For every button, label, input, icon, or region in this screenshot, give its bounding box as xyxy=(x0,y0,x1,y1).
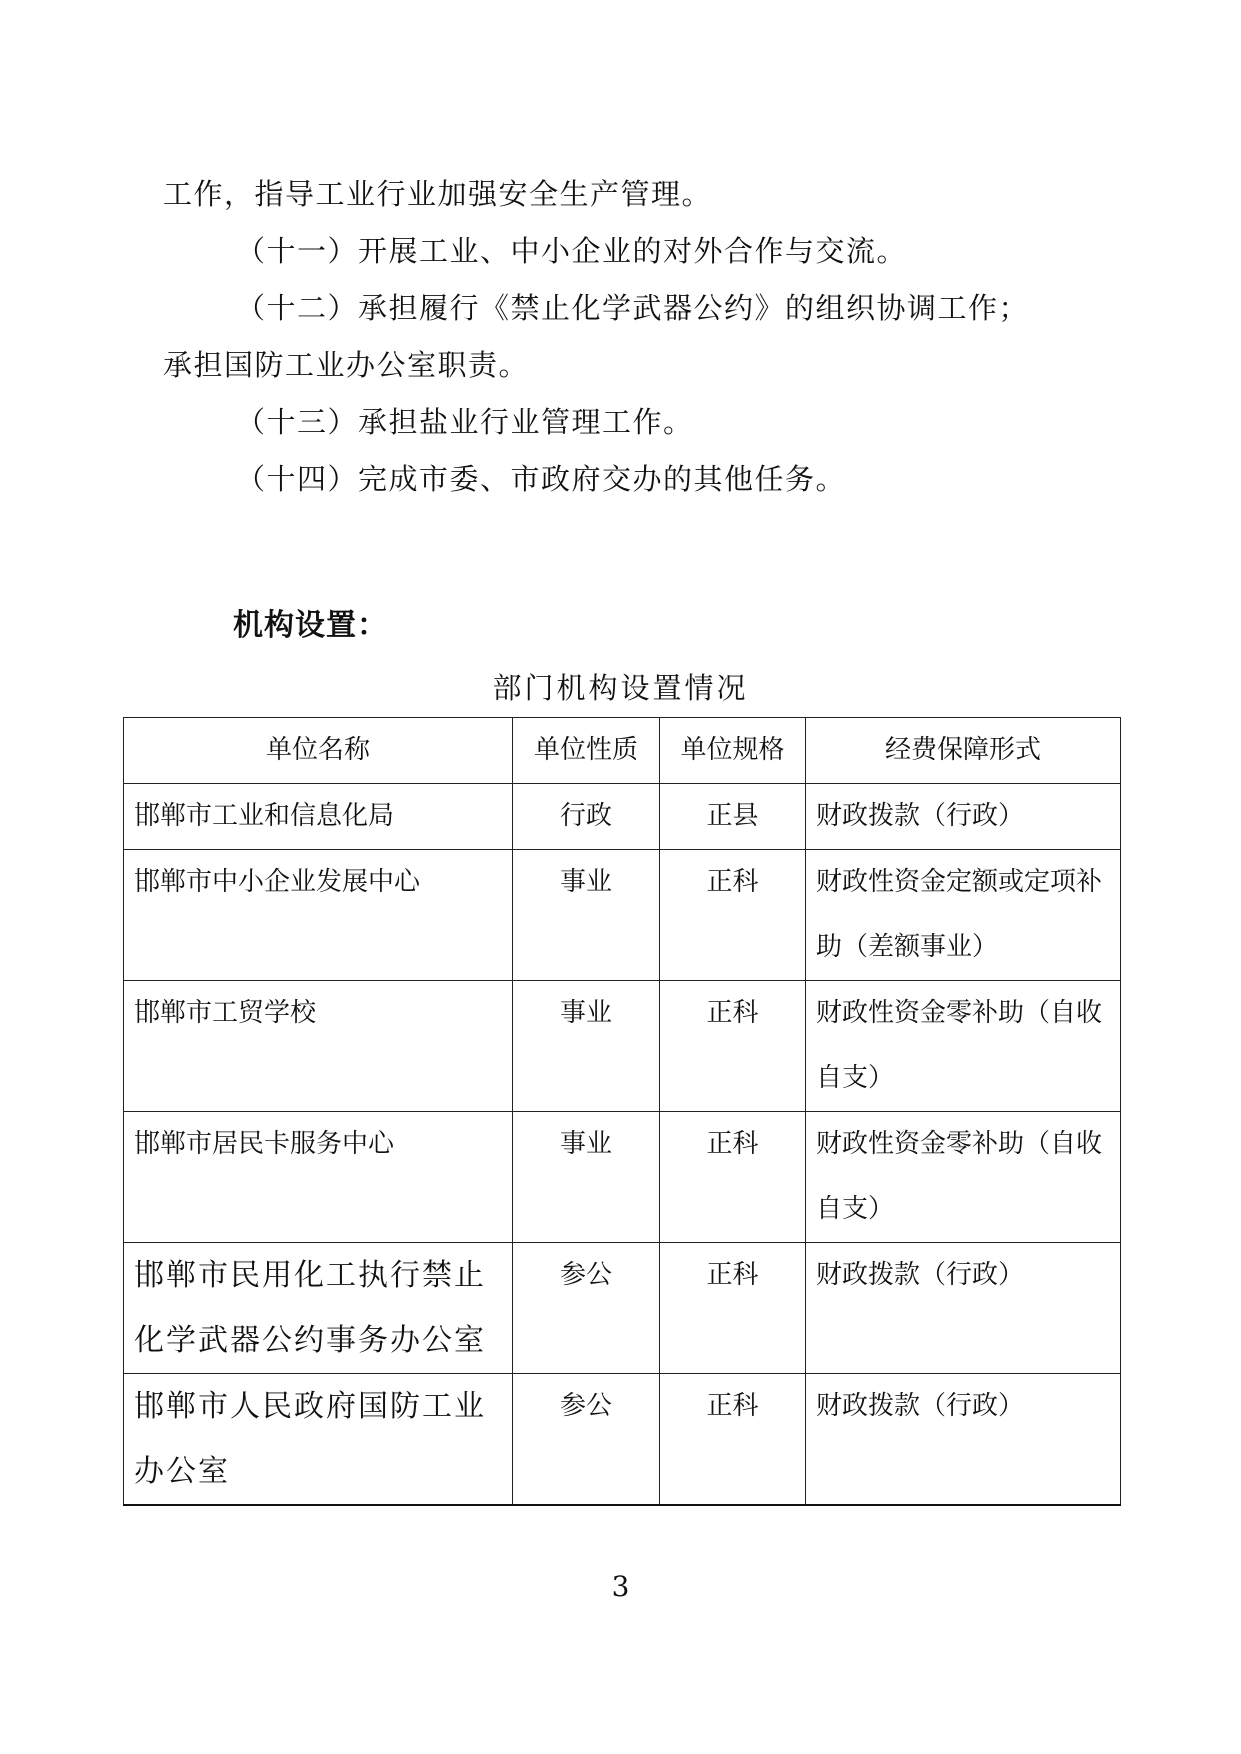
paragraph-line: 工作，指导工业行业加强安全生产管理。 xyxy=(163,177,713,211)
table-row xyxy=(124,1243,1121,1374)
unit-name-cell: 邯郸市居民卡服务中心 xyxy=(124,1112,513,1243)
paragraph-line: （十一）开展工业、中小企业的对外合作与交流。 xyxy=(236,234,908,268)
header-unit-nature: 单位性质 xyxy=(513,718,660,784)
table-row xyxy=(124,784,1121,850)
unit-level-cell: 正科 xyxy=(660,850,806,981)
header-unit-name: 单位名称 xyxy=(124,718,513,784)
unit-nature-cell: 事业 xyxy=(513,981,660,1112)
table-caption: 部门机构设置情况 xyxy=(492,671,749,705)
funding-cell: 财政拨款（行政） xyxy=(806,1243,1121,1374)
unit-level-cell: 正科 xyxy=(660,981,806,1112)
unit-nature-cell: 事业 xyxy=(513,1112,660,1243)
unit-nature-cell: 事业 xyxy=(513,850,660,981)
table-row xyxy=(124,850,1121,981)
unit-level-cell: 正科 xyxy=(660,1374,806,1506)
funding-cell: 财政性资金定额或定项补助（差额事业） xyxy=(806,850,1121,981)
funding-cell: 财政性资金零补助（自收自支） xyxy=(806,981,1121,1112)
table-row xyxy=(124,1112,1121,1243)
unit-name-cell: 邯郸市中小企业发展中心 xyxy=(124,850,513,981)
table-row xyxy=(124,981,1121,1112)
page-number: 3 xyxy=(611,1570,630,1603)
funding-cell: 财政性资金零补助（自收自支） xyxy=(806,1112,1121,1243)
unit-name-cell: 邯郸市人民政府国防工业办公室 xyxy=(124,1374,513,1506)
unit-nature-cell: 参公 xyxy=(513,1243,660,1374)
unit-nature-cell: 参公 xyxy=(513,1374,660,1506)
paragraph-line: （十三）承担盐业行业管理工作。 xyxy=(236,405,694,439)
organization-table xyxy=(123,717,1121,1506)
funding-cell: 财政拨款（行政） xyxy=(806,784,1121,850)
unit-name-cell: 邯郸市民用化工执行禁止化学武器公约事务办公室 xyxy=(124,1243,513,1374)
unit-level-cell: 正科 xyxy=(660,1112,806,1243)
paragraph-line: （十四）完成市委、市政府交办的其他任务。 xyxy=(236,462,847,496)
table-header-row xyxy=(124,718,1121,784)
paragraph-line: 承担国防工业办公室职责。 xyxy=(163,348,530,382)
unit-name-cell: 邯郸市工贸学校 xyxy=(124,981,513,1112)
unit-level-cell: 正县 xyxy=(660,784,806,850)
header-unit-level: 单位规格 xyxy=(660,718,806,784)
paragraph-line: （十二）承担履行《禁止化学武器公约》的组织协调工作； xyxy=(236,291,1030,325)
header-funding-type: 经费保障形式 xyxy=(806,718,1121,784)
unit-nature-cell: 行政 xyxy=(513,784,660,850)
unit-level-cell: 正科 xyxy=(660,1243,806,1374)
section-heading: 机构设置： xyxy=(233,608,388,643)
table-row xyxy=(124,1374,1121,1506)
unit-name-cell: 邯郸市工业和信息化局 xyxy=(124,784,513,850)
funding-cell: 财政拨款（行政） xyxy=(806,1374,1121,1506)
